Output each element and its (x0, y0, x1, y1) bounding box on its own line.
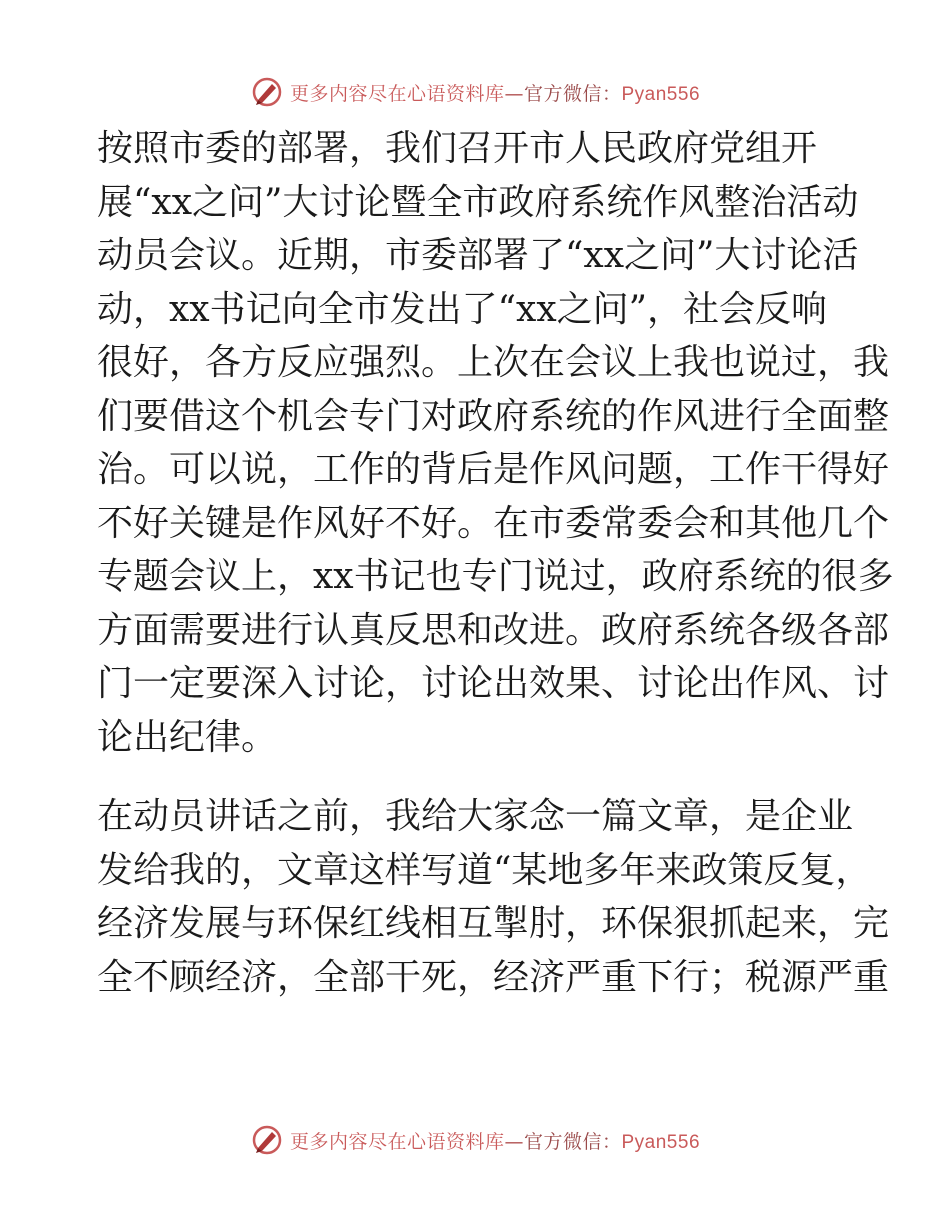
paragraph-2 (97, 790, 890, 1004)
pen-logo-icon (250, 75, 284, 109)
text-line: 专题会议上，xx书记也专门说过，政府系统的很多 (97, 556, 894, 597)
watermark-text (290, 1127, 700, 1154)
text-line: 按照市委的部署，我们召开市人民政府党组开 (97, 128, 818, 169)
watermark-label: 官方微信： (523, 1130, 622, 1153)
watermark-site-text: 更多内容尽在心语资料库 (289, 1130, 505, 1153)
watermark-label: 官方微信： (523, 82, 622, 105)
text-line: 全不顾经济，全部干死，经济严重下行；税源严重 (97, 956, 890, 998)
watermark-separator: — (504, 82, 524, 105)
paragraph-1 (97, 122, 894, 764)
text-line: 论出纪律。 (97, 716, 278, 758)
text-line: 动员会议。近期，市委部署了“xx之问”大讨论活 (97, 235, 859, 276)
watermark-wechat-id: Pyan556 (621, 83, 701, 105)
text-line: 治。可以说，工作的背后是作风问题，工作干得好 (97, 449, 890, 490)
pen-logo-icon (250, 1123, 284, 1157)
text-line: 们要借这个机会专门对政府系统的作风进行全面整 (97, 395, 890, 437)
watermark-wechat-id: Pyan556 (621, 1131, 701, 1153)
text-line: 展“xx之问”大讨论暨全市政府系统作风整治活动 (97, 181, 859, 223)
text-line: 方面需要进行认真反思和改进。政府系统各级各部 (97, 609, 890, 651)
watermark-text (290, 79, 700, 106)
watermark-separator: — (504, 1130, 524, 1153)
header-watermark (0, 72, 950, 112)
document-body (97, 122, 894, 1004)
text-line: 动，xx书记向全市发出了“xx之问”，社会反响 (97, 288, 828, 330)
footer-watermark (0, 1120, 950, 1160)
text-line: 发给我的，文章这样写道“某地多年来政策反复， (97, 849, 872, 891)
text-line: 经济发展与环保红线相互掣肘，环保狠抓起来，完 (97, 903, 890, 944)
text-line: 在动员讲话之前，我给大家念一篇文章，是企业 (97, 796, 854, 837)
text-line: 很好，各方反应强烈。上次在会议上我也说过，我 (97, 342, 890, 383)
text-line: 门一定要深入讨论，讨论出效果、讨论出作风、讨 (97, 663, 890, 704)
text-line: 不好关键是作风好不好。在市委常委会和其他几个 (97, 502, 890, 544)
watermark-site-text: 更多内容尽在心语资料库 (289, 82, 505, 105)
